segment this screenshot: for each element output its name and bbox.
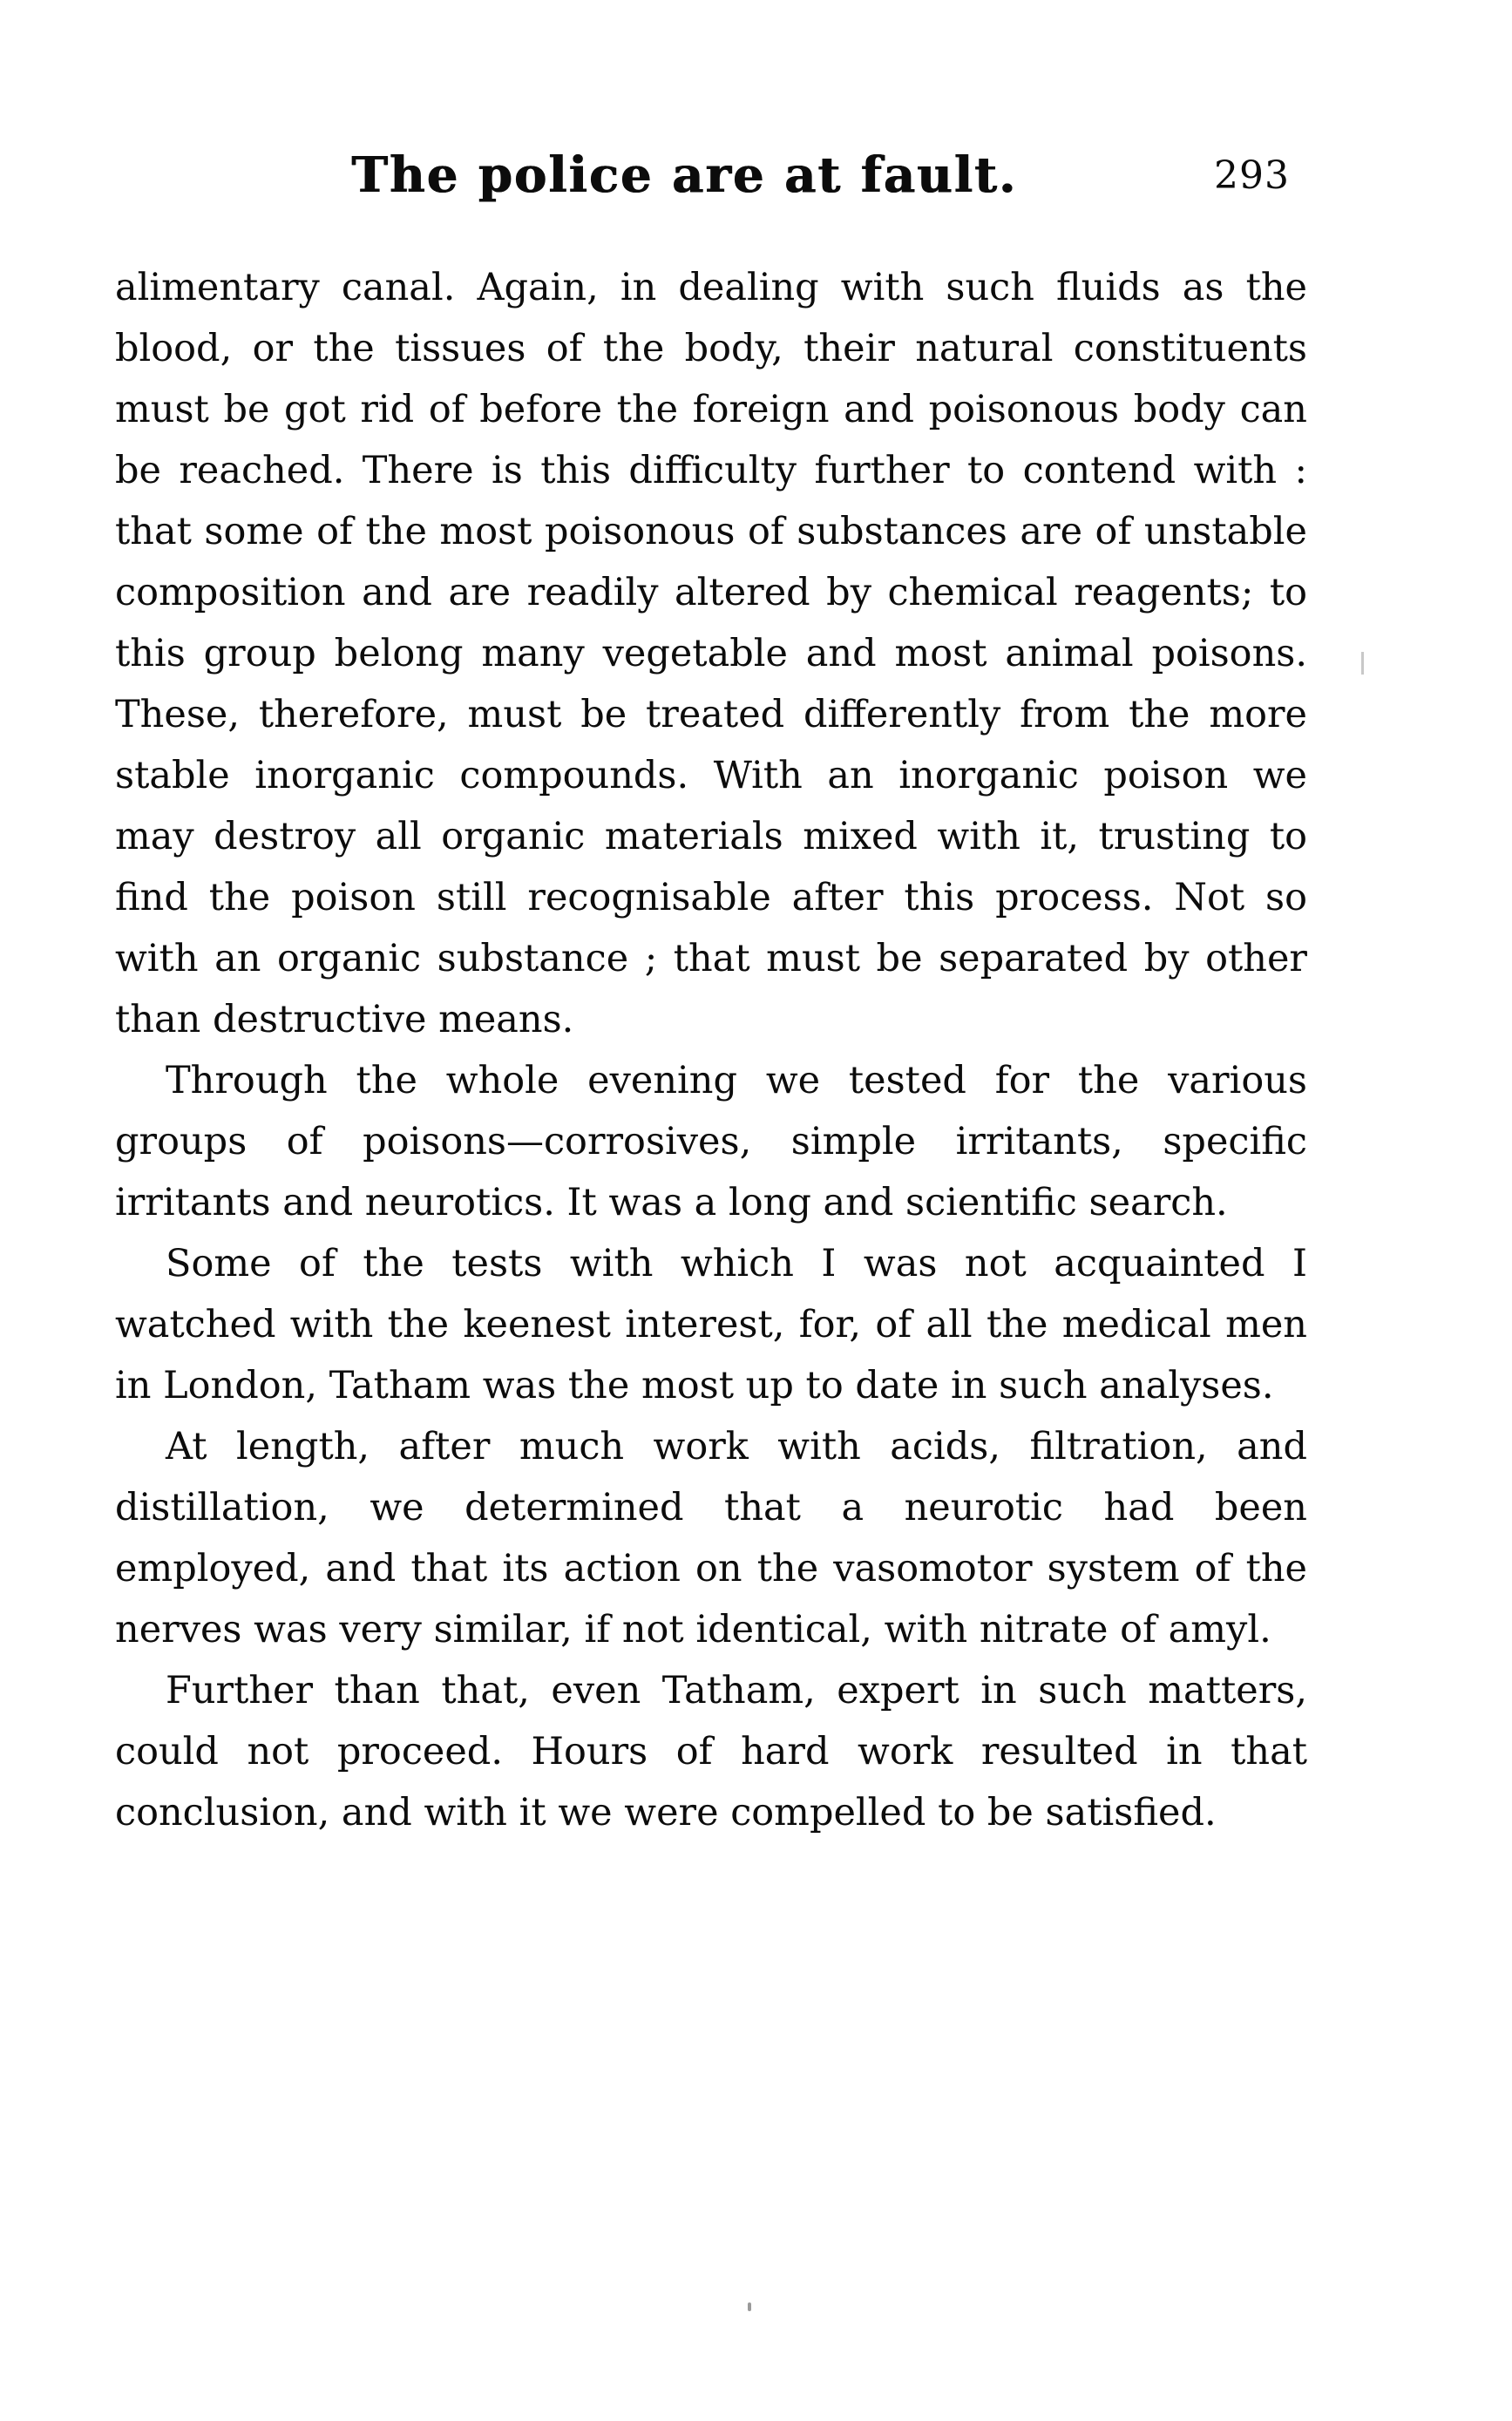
scan-artifact: [1361, 652, 1364, 675]
running-header: [115, 146, 1307, 225]
body-text: [115, 257, 1307, 1843]
page-title: The police are at fault.: [351, 146, 1018, 204]
paragraph: alimentary canal. Again, in dealing with such fluids as the blood, or the tissues of the body, their natural constituents must be got rid of before the foreign and poisonous body can be reached. There is this difficulty further to contend with : that some of the most poisonous of substances are of unstable composition and are readily altered by chemical reagents; to this group belong many vegetable and most animal poisons. These, therefore, must be treated differently from the more stable inorganic compounds. With an inorganic poison we may destroy all organic materials mixed with it, trusting to find the poison still recognisable after this process. Not so with an organic substance ; that must be separated by other than destructive means.: [115, 266, 1307, 1041]
paragraph: Some of the tests with which I was not acquainted I watched with the keenest interest, for, of all the medical men in London, Tatham was the most up to date in such analyses.: [115, 1242, 1307, 1407]
paragraph: Further than that, even Tatham, expert in such matters, could not proceed. Hours of hard work resulted in that conclusion, and with it we were compelled to be satisfied.: [115, 1669, 1307, 1834]
paragraph: At length, after much work with acids, filtration, and distillation, we determined that a neurotic had been employed, and that its action on the vasomotor system of the nerves was very similar, if not identical, with nitrate of amyl.: [115, 1425, 1307, 1651]
scan-artifact: [748, 2302, 751, 2311]
paragraph: Through the whole evening we tested for the various groups of poisons—corrosives, simple irritants, specific irritants and neurotics. It was a long and scientific search.: [115, 1059, 1307, 1224]
page-number: 293: [1214, 153, 1290, 198]
